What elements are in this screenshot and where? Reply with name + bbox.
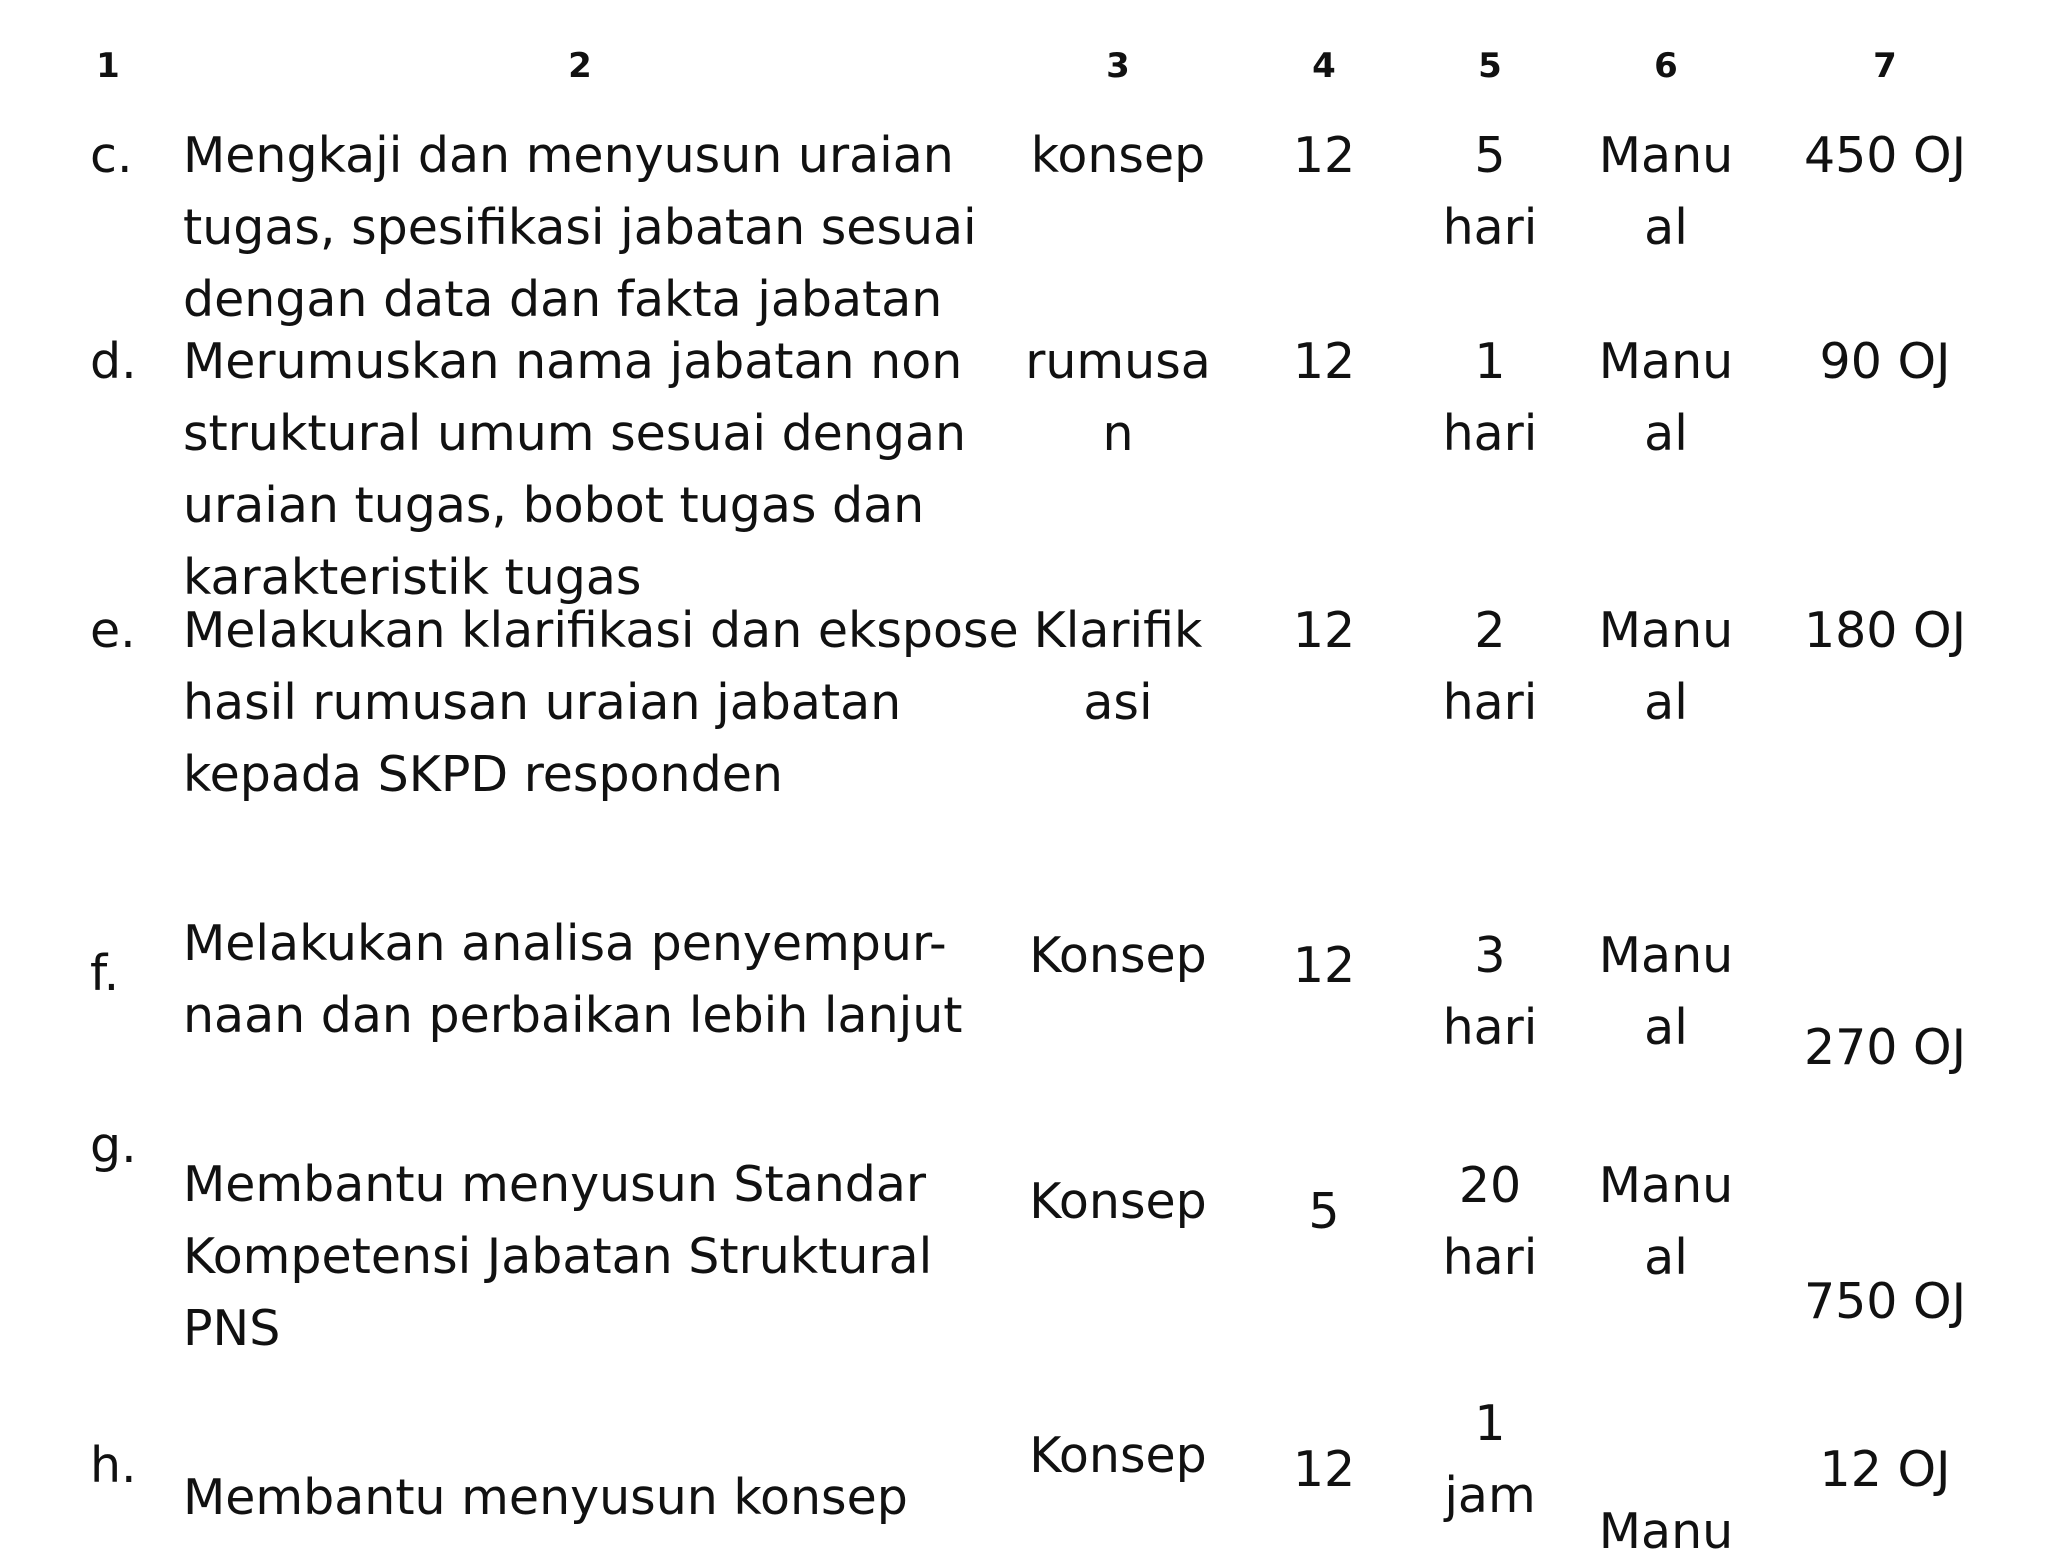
- task-description: Membantu menyusun konsep: [183, 1469, 908, 1526]
- duration: 2 hari: [1442, 602, 1538, 731]
- column-number-5: 5: [1478, 46, 1502, 86]
- column-number-1: 1: [96, 46, 120, 86]
- output-unit: Konsep: [1029, 927, 1207, 984]
- row-letter: g.: [90, 1117, 137, 1174]
- output-unit: Konsep: [1029, 1173, 1207, 1230]
- task-description: Melakukan analisa penyempur-naan dan perbaikan lebih lanjut: [183, 915, 963, 1044]
- total-hours: 90 OJ: [1819, 333, 1951, 390]
- duration: 20 hari: [1442, 1157, 1538, 1286]
- method: Manu al: [1598, 927, 1734, 1056]
- column-number-3: 3: [1106, 46, 1130, 86]
- quantity: 12: [1292, 127, 1356, 184]
- method: Manu al: [1598, 602, 1734, 731]
- total-hours: 270 OJ: [1803, 1019, 1967, 1076]
- output-unit: Klarifik asi: [1033, 602, 1203, 731]
- column-number-7: 7: [1873, 46, 1897, 86]
- row-letter: h.: [90, 1437, 137, 1494]
- quantity: 5: [1308, 1183, 1340, 1240]
- quantity: 12: [1292, 333, 1356, 390]
- duration: 1 jam: [1444, 1395, 1536, 1524]
- duration: 3 hari: [1442, 927, 1538, 1056]
- quantity: 12: [1292, 937, 1356, 994]
- duration: 1 hari: [1442, 333, 1538, 462]
- column-number-4: 4: [1312, 46, 1336, 86]
- duration: 5 hari: [1442, 127, 1538, 256]
- column-number-2: 2: [568, 46, 592, 86]
- total-hours: 450 OJ: [1803, 127, 1967, 184]
- output-unit: Konsep: [1029, 1427, 1207, 1484]
- total-hours: 12 OJ: [1819, 1441, 1951, 1498]
- method: Manu: [1598, 1503, 1734, 1560]
- task-description: Membantu menyusun Standar Kompetensi Jabatan Struktural PNS: [183, 1156, 933, 1357]
- method: Manu al: [1598, 1157, 1734, 1286]
- row-letter: d.: [90, 333, 137, 390]
- row-letter: f.: [90, 945, 120, 1002]
- output-unit: konsep: [1030, 127, 1206, 184]
- total-hours: 750 OJ: [1803, 1273, 1967, 1330]
- column-number-6: 6: [1654, 46, 1678, 86]
- row-letter: e.: [90, 602, 136, 659]
- task-description: Mengkaji dan menyusun uraian tugas, spesifikasi jabatan sesuai dengan data dan fakta jabatan: [183, 127, 977, 328]
- quantity: 12: [1292, 602, 1356, 659]
- task-description: Merumuskan nama jabatan non struktural umum sesuai dengan uraian tugas, bobot tugas dan karakteristik tugas: [183, 333, 967, 606]
- quantity: 12: [1292, 1441, 1356, 1498]
- row-letter: c.: [90, 127, 133, 184]
- task-description: Melakukan klarifikasi dan ekspose hasil rumusan uraian jabatan kepada SKPD responden: [183, 602, 1019, 803]
- method: Manu al: [1598, 333, 1734, 462]
- method: Manu al: [1598, 127, 1734, 256]
- total-hours: 180 OJ: [1803, 602, 1967, 659]
- output-unit: rumusa n: [1025, 333, 1211, 462]
